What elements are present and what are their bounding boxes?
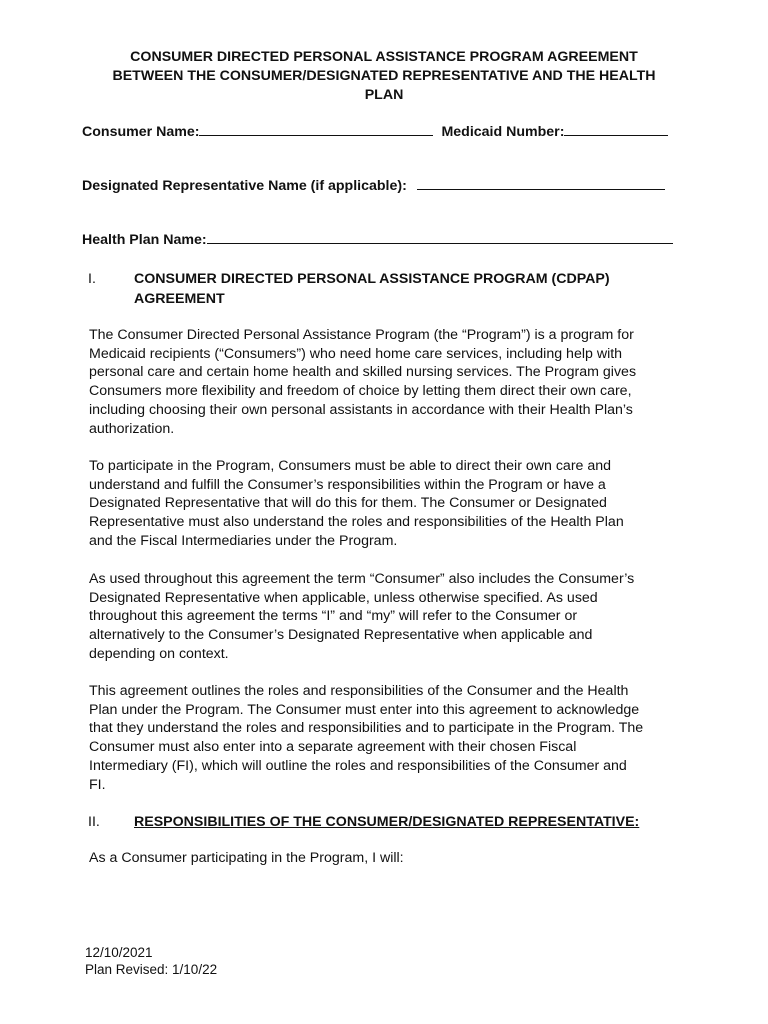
title-line-3: PLAN	[364, 87, 404, 103]
paragraph-line: FI.	[89, 776, 106, 793]
paragraph-line: authorization.	[89, 420, 175, 437]
paragraph-line: personal care and certain home health and skilled nursing services. The Program gives	[89, 364, 637, 381]
consumer-name-field[interactable]	[199, 121, 433, 136]
document-title	[90, 48, 678, 105]
paragraph-line: As used throughout this agreement the term “Consumer” also includes the Consumer’s	[89, 571, 635, 587]
section-1-heading-line-2: AGREEMENT	[134, 291, 225, 307]
paragraph-definitions	[89, 570, 689, 664]
paragraph-line: The Consumer Directed Personal Assistance Program (the “Program”) is a program for	[89, 327, 634, 343]
paragraph-line: depending on context.	[89, 645, 229, 662]
section-1-numeral: I.	[88, 271, 96, 287]
section-2-numeral: II.	[88, 814, 100, 830]
medicaid-number-label: Medicaid Number:	[441, 124, 565, 140]
paragraph-line: Intermediary (FI), which will outline the roles and responsibilities of the Consumer and	[89, 757, 627, 774]
consumer-info-row	[82, 121, 668, 140]
paragraph-line: Consumers more flexibility and freedom of choice by letting them direct their own care,	[89, 383, 632, 400]
medicaid-number-field[interactable]	[564, 121, 668, 136]
page-footer	[85, 944, 217, 978]
paragraph-program-description	[89, 326, 689, 438]
designated-rep-field[interactable]	[417, 175, 665, 190]
paragraph-line: throughout this agreement the terms “I” and “my” will refer to the Consumer or	[89, 608, 578, 625]
paragraph-line: Representative must also understand the roles and responsibilities of the Health Plan	[89, 514, 624, 531]
paragraph-consumer-will	[89, 849, 689, 868]
paragraph-line: alternatively to the Consumer’s Designated Representative when applicable and	[89, 627, 593, 644]
paragraph-line: understand and fulfill the Consumer’s responsibilities within the Program or have a	[89, 476, 606, 493]
paragraph-line: Consumer must also enter into a separate agreement with their chosen Fiscal	[89, 739, 577, 756]
title-line-1: CONSUMER DIRECTED PERSONAL ASSISTANCE PROGRAM AGREEMENT	[130, 49, 638, 65]
paragraph-agreement-outline	[89, 682, 689, 794]
paragraph-line: including choosing their own personal assistants in accordance with their Health Plan’s	[89, 401, 633, 418]
paragraph-line: Designated Representative when applicable, unless otherwise specified. As used	[89, 589, 598, 606]
paragraph-line: Plan under the Program. The Consumer must enter into this agreement to acknowledge	[89, 701, 640, 718]
designated-rep-label: Designated Representative Name (if applicable):	[82, 178, 407, 194]
consumer-name-label: Consumer Name:	[82, 124, 200, 140]
section-1-heading-line-1: CONSUMER DIRECTED PERSONAL ASSISTANCE PROGRAM (CDPAP)	[134, 271, 610, 287]
footer-date: 12/10/2021	[85, 945, 153, 960]
paragraph-line: that they understand the roles and responsibilities and to participate in the Program. The	[89, 720, 644, 737]
paragraph-line: As a Consumer participating in the Program, I will:	[89, 850, 404, 866]
title-line-2: BETWEEN THE CONSUMER/DESIGNATED REPRESENTATIVE AND THE HEALTH	[112, 68, 656, 84]
section-2-heading-text: RESPONSIBILITIES OF THE CONSUMER/DESIGNATED REPRESENTATIVE:	[134, 814, 640, 830]
paragraph-line: This agreement outlines the roles and responsibilities of the Consumer and the Health	[89, 683, 629, 699]
health-plan-label: Health Plan Name:	[82, 232, 207, 248]
health-plan-field[interactable]	[207, 229, 673, 244]
paragraph-line: and the Fiscal Intermediaries under the Program.	[89, 532, 398, 549]
paragraph-line: Medicaid recipients (“Consumers”) who need home care services, including help with	[89, 345, 623, 362]
footer-revised: Plan Revised: 1/10/22	[85, 962, 218, 977]
paragraph-line: Designated Representative that will do this for them. The Consumer or Designated	[89, 495, 607, 512]
health-plan-row	[82, 229, 673, 248]
paragraph-line: To participate in the Program, Consumers must be able to direct their own care and	[89, 458, 612, 474]
designated-rep-row	[82, 175, 665, 194]
paragraph-participation	[89, 457, 689, 551]
